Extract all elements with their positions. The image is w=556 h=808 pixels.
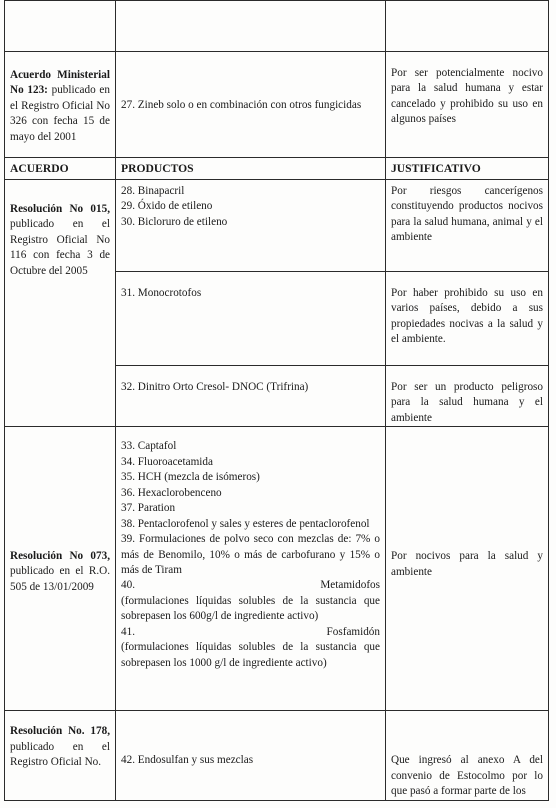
table-header-row [5, 158, 549, 180]
justificativo-text: Por nocivos para la salud y ambiente [391, 550, 543, 578]
table-row [5, 427, 549, 711]
producto-cell [116, 711, 386, 801]
producto-cell [116, 180, 386, 272]
acuerdo-title: Resolución No 015, [10, 203, 110, 215]
producto-cell [116, 427, 386, 711]
producto-item: 27. Zineb solo o en combinación con otros fungicidas [121, 98, 362, 111]
producto-cell [116, 52, 386, 158]
justificativo-cell [386, 272, 549, 366]
justificativo-text: Por riesgos cancerígenos constituyendo productos nocivos para la salud humana, animal y el ambiente [391, 185, 543, 244]
justificativo-cell [386, 180, 549, 272]
table-row-empty [5, 1, 549, 52]
empty-cell [5, 1, 116, 52]
column-header-productos: PRODUCTOS [116, 158, 386, 180]
acuerdo-title: Acuerdo Ministerial No 123: [10, 69, 110, 97]
acuerdo-cell [5, 427, 116, 711]
producto-name: Fosfamidón [326, 625, 380, 638]
justificativo-text: Por haber prohibido su uso en varios países, debido a sus propiedades nocivas a la salud y el ambiente. [391, 287, 543, 346]
acuerdo-detail: publicado en el Registro Oficial No. [10, 740, 110, 769]
producto-item: 31. Monocrotofos [121, 287, 202, 299]
pesticide-table [4, 0, 549, 801]
producto-item: 29. Óxido de etileno [121, 200, 213, 213]
producto-item: 37. Paration [121, 502, 176, 515]
justificativo-text: Por ser potencialmente nocivo para la salud humana y estar cancelado y prohibido su uso en algunos países [391, 67, 543, 126]
producto-item: 30. Bicloruro de etileno [121, 215, 228, 228]
producto-number: 41. [121, 625, 135, 638]
producto-item: 36. Hexaclorobenceno [121, 486, 222, 499]
producto-item: 35. HCH (mezcla de isómeros) [121, 471, 260, 484]
producto-item [121, 625, 380, 640]
producto-item: 28. Binapacril [121, 185, 185, 197]
producto-item: 39. Formulaciones de polvo seco con mezclas de: 7% o más de Benomilo, 10% o más de carbofurano y 15% o más de Tiram [121, 533, 380, 576]
acuerdo-detail: publicado en el R.O. 505 de 13/01/2009 [10, 565, 110, 593]
producto-item: 38. Pentaclorofenol y sales y esteres de pentaclorofenol [121, 517, 370, 530]
producto-number: 40. [121, 579, 135, 592]
acuerdo-detail: publicado en el Registro Oficial No 326 con fecha 15 de mayo del 2001 [10, 84, 110, 143]
producto-note: (formulaciones líquidas solubles de la sustancia que sobrepasen los 1000 g/l de ingrediente activo) [121, 641, 380, 669]
column-header-acuerdo: ACUERDO [5, 158, 116, 180]
table-row [5, 52, 549, 158]
table-row [5, 180, 549, 272]
acuerdo-detail: publicado en el Registro Oficial No 116 con fecha 3 de Octubre del 2005 [10, 218, 110, 277]
producto-item: 42. Endosulfan y sus mezclas [121, 754, 254, 767]
justificativo-cell [386, 366, 549, 427]
producto-name: Metamidofos [320, 579, 380, 592]
empty-cell [386, 1, 549, 52]
producto-cell [116, 366, 386, 427]
acuerdo-title: Resolución No. 178, [10, 725, 110, 738]
justificativo-cell [386, 52, 549, 158]
justificativo-text: Por ser un producto peligroso para la salud humana y el ambiente [391, 381, 543, 424]
justificativo-cell [386, 711, 549, 801]
producto-item: 33. Captafol [121, 440, 177, 453]
acuerdo-cell [5, 180, 116, 427]
justificativo-text: Que ingresó al anexo A del convenio de Estocolmo por lo que pasó a formar parte de los [391, 754, 543, 798]
acuerdo-cell [5, 52, 116, 158]
column-header-justificativo: JUSTIFICATIVO [386, 158, 549, 180]
producto-item [121, 578, 380, 593]
producto-note: (formulaciones líquidas solubles de la sustancia que sobrepasen los 600g/l de ingrediente activo) [121, 594, 380, 623]
producto-item: 34. Fluoroacetamida [121, 455, 213, 468]
producto-item: 32. Dinitro Orto Cresol- DNOC (Trifrina) [121, 381, 309, 393]
justificativo-cell [386, 427, 549, 711]
producto-cell [116, 272, 386, 366]
table-row [5, 711, 549, 801]
empty-cell [116, 1, 386, 52]
acuerdo-cell [5, 711, 116, 801]
acuerdo-title: Resolución No 073, [10, 549, 110, 562]
